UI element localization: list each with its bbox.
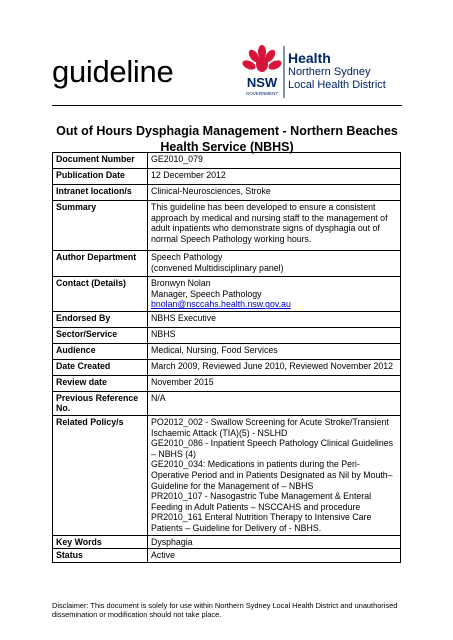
date-created-value: March 2009, Reviewed June 2010, Reviewed November 2012 xyxy=(148,359,401,375)
field-label: Key Words xyxy=(53,535,148,549)
sector-service-value: NBHS xyxy=(148,327,401,343)
related-policy-line: GE2010_086 - Inpatient Speech Pathology Clinical Guidelines – NBHS (4) xyxy=(151,438,394,459)
field-label: Status xyxy=(53,549,148,563)
field-label: Summary xyxy=(53,201,148,251)
field-label: Related Policy/s xyxy=(53,415,148,535)
nsw-wordmark: NSW xyxy=(246,75,278,90)
table-row xyxy=(53,375,401,391)
waratah-flower-icon xyxy=(241,45,283,72)
document-number-value: GE2010_079 xyxy=(148,153,401,169)
field-label: Sector/Service xyxy=(53,327,148,343)
document-title: Out of Hours Dysphagia Management - Northern Beaches Health Service (NBHS) xyxy=(56,124,398,154)
related-policy-value xyxy=(148,415,401,535)
field-label: Date Created xyxy=(53,359,148,375)
table-row xyxy=(53,549,401,563)
district-line-1: Northern Sydney xyxy=(288,66,371,78)
table-row xyxy=(53,251,401,277)
contact-role: Manager, Speech Pathology xyxy=(151,288,262,299)
document-type-heading: guideline xyxy=(52,54,174,89)
field-label: Author Department xyxy=(53,251,148,277)
table-row xyxy=(53,311,401,327)
field-label: Previous Reference No. xyxy=(53,391,148,415)
contact-name: Bronwyn Nolan xyxy=(151,278,211,288)
audience-value: Medical, Nursing, Food Services xyxy=(148,343,401,359)
field-label: Intranet location/s xyxy=(53,185,148,201)
previous-reference-value: N/A xyxy=(148,391,401,415)
contact-email-link[interactable]: bnolan@nsccahs.health.nsw.gov.au xyxy=(151,299,291,310)
field-label: Endorsed By xyxy=(53,311,148,327)
table-row xyxy=(53,153,401,169)
related-policy-line: PR2010_161 Enteral Nutrition Therapy to Intensive Care Patients – Guideline for Delivery of - NBHS. xyxy=(151,512,372,533)
review-date-value: November 2015 xyxy=(148,375,401,391)
status-value: Active xyxy=(148,549,401,563)
publication-date-value: 12 December 2012 xyxy=(148,169,401,185)
endorsed-by-value: NBHS Executive xyxy=(148,311,401,327)
table-row xyxy=(53,327,401,343)
field-label: Document Number xyxy=(53,153,148,169)
related-policy-line: PR2010_107 - Nasogastric Tube Management & Enteral Feeding in Adult Patients – NSCCAHS and procedure xyxy=(151,491,372,512)
health-wordmark: Health xyxy=(288,50,331,66)
field-label: Review date xyxy=(53,375,148,391)
related-policy-line: PO2012_002 - Swallow Screening for Acute Stroke/Transient Ischaemic Attack (TIA)(5) - NSLHD xyxy=(151,416,389,438)
table-row xyxy=(53,277,401,312)
table-row xyxy=(53,201,401,251)
related-policy-line: GE2010_034: Medications in patients during the Peri-Operative Period and in Patients Designated as Nil by Mouth– Guideline for the Management of – NBHS xyxy=(151,459,393,491)
field-label: Publication Date xyxy=(53,169,148,185)
table-row xyxy=(53,415,401,535)
author-department-line: Speech Pathology xyxy=(151,252,223,262)
district-name xyxy=(288,51,386,91)
table-row xyxy=(53,169,401,185)
key-words-value: Dysphagia xyxy=(148,535,401,549)
district-line-2: Local Health District xyxy=(288,78,386,91)
table-row xyxy=(53,535,401,549)
disclaimer-text: Disclaimer: This document is solely for use within Northern Sydney Local Health District and unauthorised dissemination or modification should not take place. xyxy=(52,601,398,619)
table-row xyxy=(53,359,401,375)
table-row xyxy=(53,391,401,415)
field-label: Audience xyxy=(53,343,148,359)
field-label: Contact (Details) xyxy=(53,277,148,312)
table-row xyxy=(53,343,401,359)
contact-value xyxy=(148,277,401,312)
intranet-location-value: Clinical-Neurosciences, Stroke xyxy=(148,185,401,201)
author-department-line: (convened Multidisciplinary panel) xyxy=(151,262,284,273)
government-wordmark: GOVERNMENT xyxy=(245,91,279,96)
table-row xyxy=(53,185,401,201)
summary-value: This guideline has been developed to ensure a consistent approach by medical and nursing staff to the management of adult inpatients who demonstrate signs of dysphagia out of normal Speech Pathology working hours. xyxy=(148,201,401,251)
header-rule xyxy=(52,105,402,106)
document-metadata-table xyxy=(52,152,401,563)
author-department-value xyxy=(148,251,401,277)
